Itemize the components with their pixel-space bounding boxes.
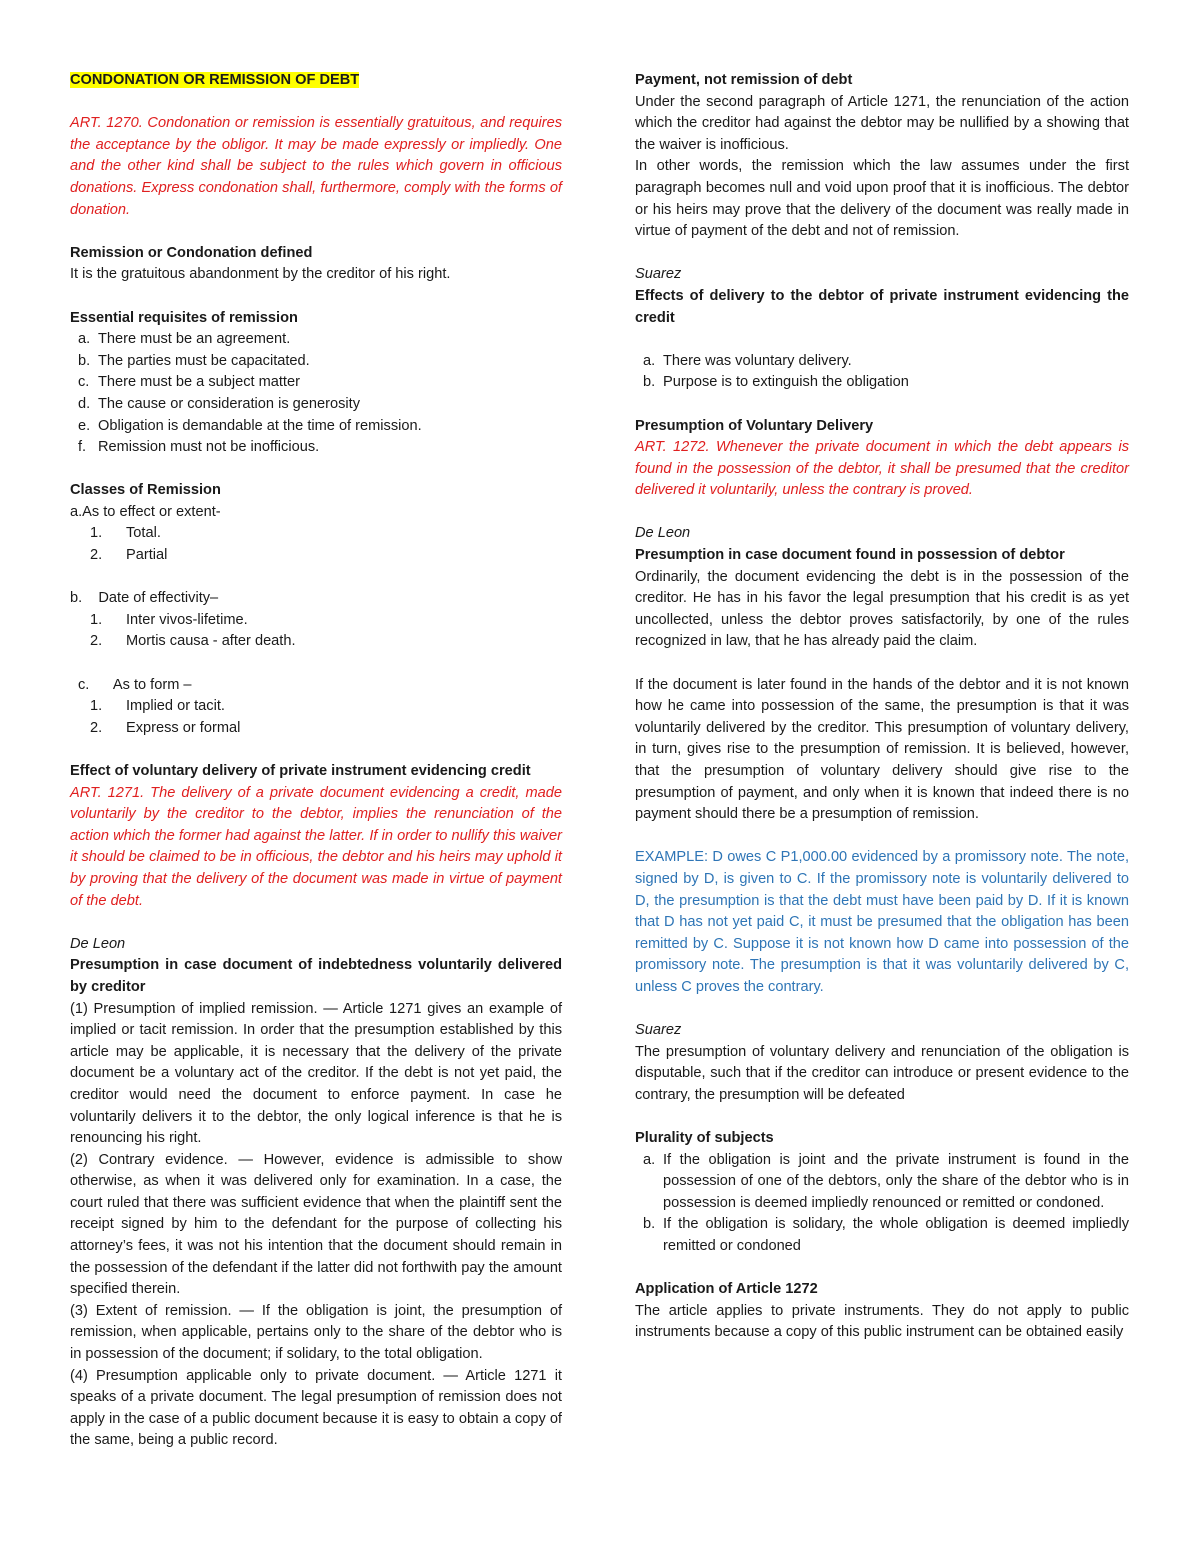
list-item: 2. Partial (90, 547, 168, 564)
right-column (635, 70, 1129, 1344)
list-item: a. There must be an agreement. (78, 331, 291, 348)
author-de-leon: De Leon (70, 935, 126, 952)
list-item: f. Remission must not be inofficious. (78, 439, 320, 456)
payment-heading: Payment, not remission of debt (635, 72, 853, 88)
requisites-list (70, 329, 562, 459)
list-item: 2. Mortis causa - after death. (90, 633, 296, 650)
author-suarez: Suarez (635, 1022, 682, 1039)
class-b-label: b. Date of effectivity– (70, 590, 219, 607)
left-column (70, 70, 562, 1452)
plurality-heading: Plurality of subjects (635, 1130, 774, 1147)
presumption-found-heading: Presumption in case document found in possession of debtor (635, 547, 1065, 564)
class-a-list (70, 523, 562, 566)
paragraph: Under the second paragraph of Article 1271, the renunciation of the action which the creditor had against the debtor may be nullified by a showing that the waiver is inofficious. (635, 93, 1129, 153)
list-item: 2. Express or formal (90, 719, 241, 736)
class-b-list (70, 610, 562, 653)
list-item: e. Obligation is demandable at the time of remission. (78, 417, 422, 434)
paragraph: (2) Contrary evidence. — However, evidence is admissible to show otherwise, as when it was delivered only for examination. In a case, the court ruled that there was sufficient evidence that when the plaintiff sent the receipt signed by him to the defendant for the purpose of collecting his attorney’s fees, it was not his intention that the document should remain in the possession of the defendant if the latter did not forthwith pay the amount specified therein. (70, 1151, 562, 1298)
list-item: 1. Total. (90, 525, 161, 542)
paragraph: Ordinarily, the document evidencing the debt is in the possession of the creditor. He has in his favor the legal presumption that his credit is as yet uncollected, unless the debtor proves satisfactorily, by one of the rules recognized in law, that he has already paid the claim. (635, 568, 1129, 650)
list-item: b. The parties must be capacitated. (78, 352, 310, 369)
effect-heading: Effect of voluntary delivery of private instrument evidencing credit (70, 763, 531, 779)
paragraph: The presumption of voluntary delivery and renunciation of the obligation is disputable, such that if the creditor can introduce or present evidence to the contrary, the presumption will be defeated (635, 1043, 1129, 1103)
list-item: b. If the obligation is solidary, the whole obligation is deemed impliedly remitted or condoned (643, 1216, 1129, 1255)
example-paragraph: EXAMPLE: D owes C P1,000.00 evidenced by a promissory note. The note, signed by D, is given to C. If the promissory note is voluntarily delivered to D, the presumption is that the debt must have been paid by D. If it is known that D has not yet paid C, it must be presumed that the obligation has been remitted by C. Suppose it is not known how D came into possession of the promissory note. The presumption is that it was voluntarily delivered by C, unless C proves the contrary. (635, 849, 1129, 995)
author-de-leon: De Leon (635, 525, 691, 542)
requisites-heading: Essential requisites of remission (70, 309, 298, 326)
classes-heading: Classes of Remission (70, 482, 221, 499)
class-c-list (70, 696, 562, 739)
list-item: d. The cause or consideration is generosity (78, 395, 361, 412)
article-1270: ART. 1270. Condonation or remission is essentially gratuitous, and requires the acceptance by the obligor. It may be made expressly or impliedly. One and the other kind shall be subject to the rules which govern in officious donations. Express condonation shall, furthermore, comply with the forms of donation. (70, 115, 562, 218)
list-item: b. Purpose is to extinguish the obligation (643, 374, 909, 391)
definition-text: It is the gratuitous abandonment by the creditor of his right. (70, 266, 451, 283)
presumption-voluntary-heading: Presumption of Voluntary Delivery (635, 417, 874, 434)
author-suarez: Suarez (635, 266, 682, 283)
paragraph: If the document is later found in the hands of the debtor and it is not known how he came into possession of the same, the presumption is that it was voluntarily delivered by the creditor. This presumption of voluntary delivery, in turn, gives rise to the presumption of remission. It is believed, however, that the presumption of voluntary delivery should give rise to the presumption of payment, and only when it is known that indeed there is no payment should there be a presumption of remission. (635, 676, 1129, 823)
paragraph: The article applies to private instruments. They do not apply to public instruments because a copy of this public instrument can be obtained easily (635, 1302, 1129, 1341)
list-item: 1. Inter vivos-lifetime. (90, 611, 248, 628)
article-1271: ART. 1271. The delivery of a private document evidencing a credit, made voluntarily by the creditor to the debtor, implies the renunciation of the action which the former had against the latter. If in order to nullify this waiver it should be claimed to be in officious, the debtor and his heirs may uphold it by proving that the delivery of the document was made in virtue of payment of the debt. (70, 784, 562, 909)
list-item: a. If the obligation is joint and the private instrument is found in the possession of one of the debtors, only the share of the debtor who is in possession is deemed impliedly renounced or remitted or condoned. (643, 1151, 1129, 1211)
application-heading: Application of Article 1272 (635, 1281, 818, 1298)
effects-list (635, 351, 1129, 394)
effects-heading: Effects of delivery to the debtor of private instrument evidencing the credit (635, 287, 1129, 326)
paragraph: (4) Presumption applicable only to private document. — Article 1271 it speaks of a private document. The legal presumption of remission does not apply in the case of a public document because it is easy to obtain a copy of the same, being a public record. (70, 1367, 562, 1449)
article-1272: ART. 1272. Whenever the private document in which the debt appears is found in the possession of the debtor, it shall be presumed that the creditor delivered it voluntarily, unless the contrary is proved. (635, 439, 1129, 499)
list-item: c. There must be a subject matter (78, 374, 300, 391)
paragraph: (3) Extent of remission. — If the obligation is joint, the presumption of remission, when applicable, pertains only to the share of the debtor who is in possession of the document; if solidary, to the total obligation. (70, 1302, 562, 1363)
presumption-heading: Presumption in case document of indebtedness voluntarily delivered by creditor (70, 957, 562, 995)
definition-heading: Remission or Condonation defined (70, 244, 313, 261)
document-title: CONDONATION OR REMISSION OF DEBT (70, 72, 360, 88)
plurality-list (635, 1150, 1129, 1258)
list-item: a. There was voluntary delivery. (643, 352, 852, 369)
paragraph: In other words, the remission which the law assumes under the first paragraph becomes null and void upon proof that it is inofficious. The debtor or his heirs may prove that the delivery of the document was really made in virtue of payment of the debt and not of remission. (635, 158, 1129, 240)
list-item: 1. Implied or tacit. (90, 698, 225, 715)
class-a-label: a.As to effect or extent- (70, 503, 221, 520)
class-c-label: c. As to form – (78, 676, 192, 693)
paragraph: (1) Presumption of implied remission. — Article 1271 gives an example of implied or tacit remission. In order that the presumption established by this article may be applicable, it is necessary that the delivery of the private document be a voluntary act of the creditor. If the debt is not yet paid, the creditor would need the document to enforce payment. In case he voluntarily delivers it to the debtor, the only logical inference is that he is renouncing his right. (70, 1000, 562, 1147)
